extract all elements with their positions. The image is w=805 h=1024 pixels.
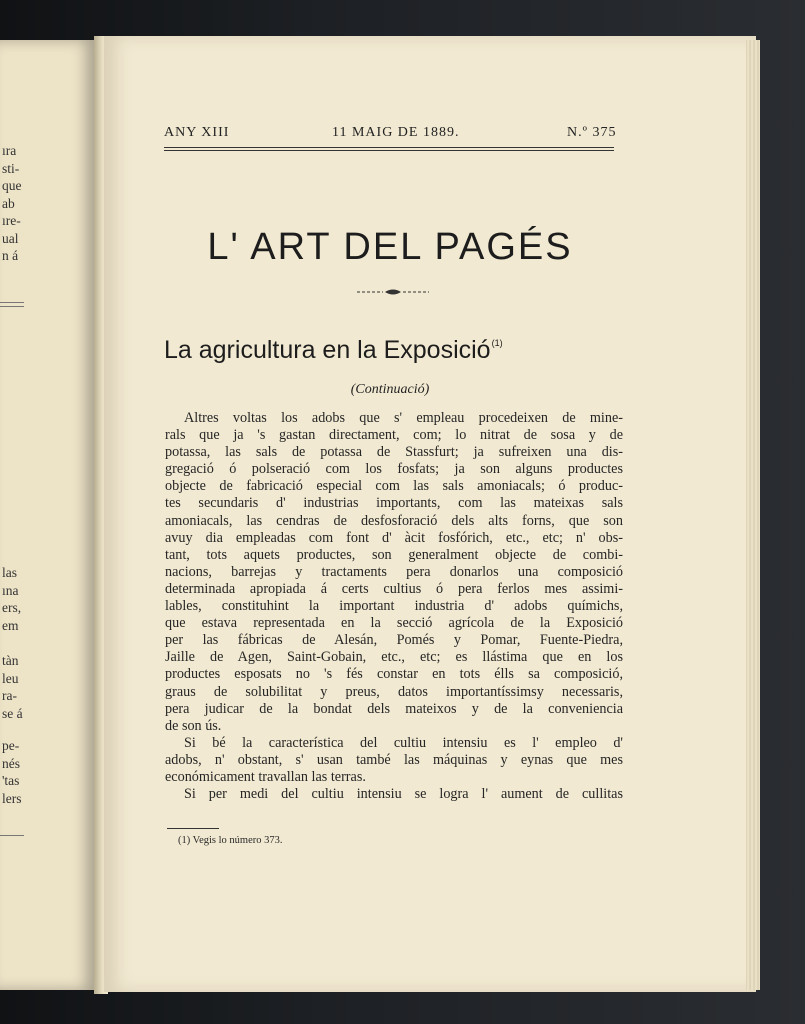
text-fragment: ers,: [2, 600, 22, 615]
text-fragment: ına: [2, 582, 19, 598]
text-fragment: sti-: [2, 160, 20, 176]
text-line: que estava representada en la secció agrícola de la Exposició: [165, 615, 623, 632]
text-line: objecte de fabricació especial com las sals amoniacals; ó produc-: [165, 478, 623, 495]
text-fragment: leu: [2, 670, 19, 686]
ornament-divider: [355, 287, 431, 297]
text-line: económicament travallan las terras.: [165, 768, 366, 785]
text-line: graus de solubilitat y preus, datos importantíssimsy necessaris,: [165, 683, 623, 700]
text-line: Si bé la característica del cultiu intensiu es l' empleo d': [184, 734, 623, 751]
text-fragment: pe-: [2, 738, 20, 753]
left-page-rule: [0, 302, 24, 303]
text-fragment: tàn: [2, 653, 19, 668]
header-number: N.º 375: [567, 125, 617, 140]
text-line: rals que ja 's gastan directament, com; lo nitrat de sosa y de: [165, 427, 623, 444]
left-page-fragments-lower-3: [2, 737, 30, 807]
article-title-text: La agricultura en la Exposició: [164, 336, 491, 364]
text-line: de son ús.: [165, 717, 222, 734]
continuation-label: (Continuació): [350, 382, 430, 397]
text-fragment: em: [2, 617, 19, 633]
article-title: [164, 336, 503, 365]
text-line: productes esposats no 's fés constar en tots élls sa composició,: [165, 666, 623, 683]
text-line: Si per medi del cultiu intensiu se logra l' aument de cullitas: [184, 786, 623, 803]
header-year: ANY XIII: [164, 125, 230, 140]
header-date: 11 MAIG DE 1889.: [332, 125, 460, 140]
text-fragment: ıra: [2, 143, 17, 158]
text-fragment: que: [2, 178, 22, 193]
text-fragment: las: [2, 565, 17, 580]
footnote-marker: (1): [491, 338, 503, 348]
text-line: avuy dia empleadas com font d' àcit fosfórich, etc., etc; n' obs-: [165, 529, 623, 546]
left-page-rule: [0, 835, 24, 836]
text-fragment: se á: [2, 705, 23, 721]
text-line: lables, constituhint la important industria d' adobs químichs,: [165, 598, 623, 615]
text-fragment: 'tas: [2, 773, 20, 788]
text-line: Jaille de Agen, Saint-Gobain, etc., etc; es llástima que en los: [165, 649, 623, 666]
text-fragment: ra-: [2, 688, 17, 703]
footnote: (1) Vegis lo número 373.: [178, 835, 283, 846]
text-line: amoniacals, las cendras de desfosforació dels alts forns, que son: [165, 512, 623, 529]
text-fragment: ual: [2, 230, 19, 246]
text-fragment: n á: [2, 248, 19, 263]
text-fragment: ab: [2, 195, 15, 211]
text-line: potassa, las sals de potassa de Stassfurt; ja sufreixen una dis-: [165, 444, 623, 461]
text-fragment: nés: [2, 755, 20, 771]
header-rule-bottom: [164, 150, 614, 151]
text-line: tes secundaris d' industrias importants, com las mateixas sals: [165, 495, 623, 512]
footnote-rule: [167, 828, 219, 829]
text-line: nacions, barrejas y tractaments pera donarlos una composició: [165, 563, 623, 580]
left-page-fragments-lower-2: [2, 652, 30, 722]
text-line: determinada apropiada á certs cultius ó pera ferlos mes assimi-: [165, 580, 623, 597]
text-line: tant, tots aquets productes, son generalment objecte de combi-: [165, 546, 623, 563]
text-line: gregació ó polseració com los fosfats; ja son alguns productes: [165, 461, 623, 478]
left-page-fragments-lower-1: [2, 564, 30, 634]
text-fragment: lers: [2, 790, 22, 806]
publication-title: L' ART DEL PAGÉS: [207, 226, 573, 268]
article-body: [165, 410, 623, 803]
left-page-fragments-upper: [2, 142, 30, 265]
text-line: Altres voltas los adobs que s' empleau procedeixen de mine-: [184, 410, 623, 426]
left-page-rule: [0, 306, 24, 307]
text-line: pera judicar de la bondat dels mateixos y de la conveniencia: [165, 700, 623, 717]
text-line: per las fábricas de Alesán, Pomés y Pomar, Fuente-Piedra,: [165, 632, 623, 649]
left-page: [0, 40, 96, 990]
text-line: adobs, n' obstant, s' usan també las máquinas y eynas que mes: [165, 751, 623, 768]
header-rule-top: [164, 147, 614, 148]
page-edge: [746, 40, 760, 990]
text-fragment: ıre-: [2, 213, 21, 228]
